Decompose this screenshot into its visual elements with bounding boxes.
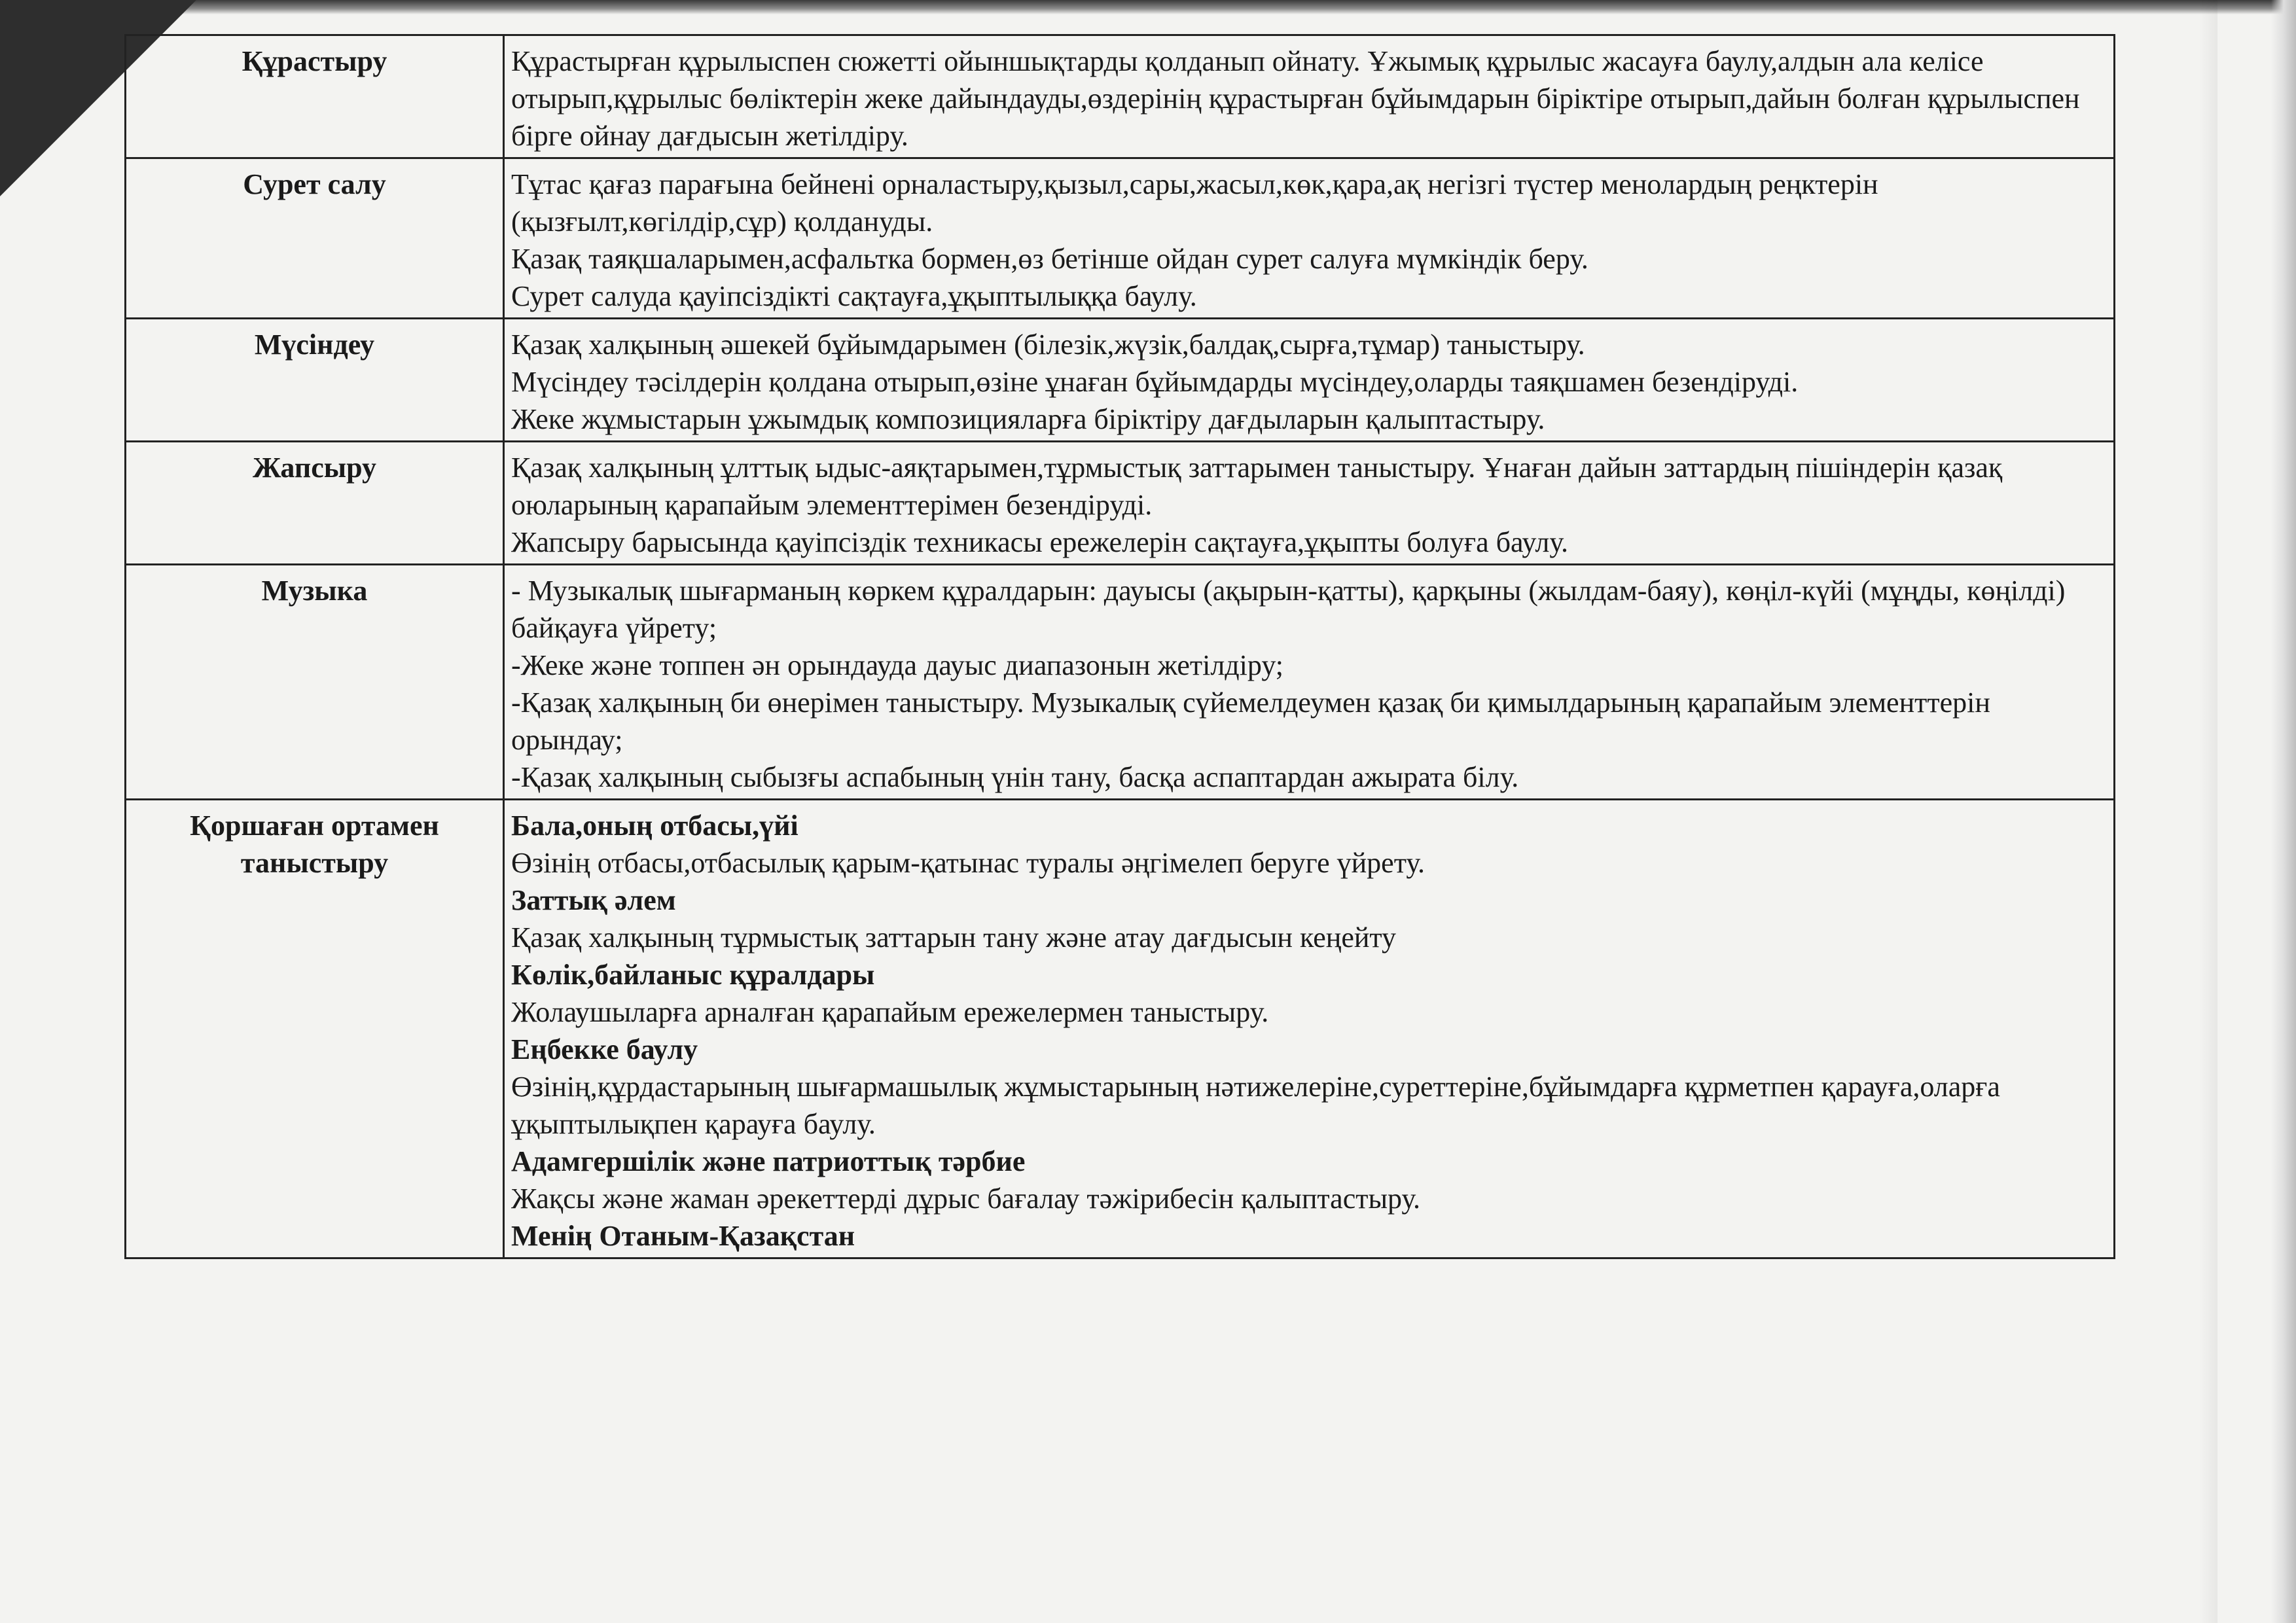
scan-right-edge [2271, 0, 2296, 1623]
area-name: Музыка [261, 575, 368, 607]
curriculum-table [124, 34, 2115, 1259]
content-cell [504, 565, 2115, 800]
area-cell [126, 319, 504, 442]
content-line: Жеке жұмыстарын ұжымдық композицияларға біріктіру дағдыларын қалыптастыру. [511, 403, 1545, 435]
area-cell [126, 565, 504, 800]
section-heading: Бала,оның отбасы,үйі [511, 810, 798, 842]
content-line: -Қазақ халқының би өнерімен таныстыру. Музыкалық сүйемелдеумен қазақ би қимылдарының қарапайым элементтерін орындау; [511, 687, 1990, 756]
content-cell [504, 319, 2115, 442]
scan-top-edge [0, 0, 2296, 14]
section-heading: Менің Отаным-Қазақстан [511, 1220, 855, 1252]
content-cell [504, 442, 2115, 565]
area-name: Жапсыру [253, 452, 376, 484]
content-line: -Қазақ халқының сыбызғы аспабының үнін тану, басқа аспаптардан ажырата білу. [511, 761, 1519, 793]
content-line: Қазақ халқының тұрмыстық заттарын тану және атау дағдысын кеңейту [511, 921, 1397, 954]
section-heading: Көлік,байланыс құралдары [511, 959, 875, 991]
content-line: Қазақ халқының ұлттық ыдыс-аяқтарымен,тұрмыстық заттарымен таныстыру. Ұнаған дайын заттардың пішіндерін қазақ оюларының қарапайым элементтерімен безендіруді. [511, 452, 2003, 521]
table-row [126, 442, 2115, 565]
section-heading: Адамгершілік және патриоттық тәрбие [511, 1145, 1026, 1177]
content-line: Қазақ халқының әшекей бұйымдарымен (білезік,жүзік,балдақ,сырға,тұмар) таныстыру. [511, 329, 1585, 361]
content-line: Қазақ таяқшаларымен,асфальтка бормен,өз бетінше ойдан сурет салуға мүмкіндік беру. [511, 243, 1588, 275]
content-line: Жақсы және жаман әрекеттерді дұрыс бағалау тәжірибесін қалыптастыру. [511, 1183, 1421, 1215]
content-line: -Жеке және топпен ән орындауда дауыс диапазонын жетілдіру; [511, 649, 1283, 681]
content-line: Сурет салуда қауіпсіздікті сақтауға,ұқыптылыққа баулу. [511, 280, 1197, 312]
area-cell [126, 800, 504, 1258]
content-line: Өзінің,құрдастарының шығармашылық жұмыстарының нәтижелеріне,суреттеріне,бұйымдарға құрметпен қарауға,оларға ұқыптылықпен қарауға баулу. [511, 1071, 2000, 1140]
content-line: Мүсіндеу тәсілдерін қолдана отырып,өзіне ұнаған бұйымдарды мүсіндеу,оларды таяқшамен безендіруді. [511, 366, 1799, 398]
table-row [126, 35, 2115, 158]
content-cell [504, 35, 2115, 158]
area-name: Қоршаған ортамен таныстыру [190, 810, 439, 879]
page-shadow [2199, 0, 2217, 1623]
table-row [126, 319, 2115, 442]
content-cell [504, 158, 2115, 319]
area-name: Сурет салу [243, 168, 386, 200]
content-line: Өзінің отбасы,отбасылық қарым-қатынас туралы әңгімелеп беруге үйрету. [511, 847, 1425, 879]
section-heading: Еңбекке баулу [511, 1033, 698, 1065]
content-cell [504, 800, 2115, 1258]
area-cell [126, 35, 504, 158]
area-name: Құрастыру [242, 45, 387, 77]
table-row [126, 158, 2115, 319]
content-line: Жолаушыларға арналған қарапайым ережелермен таныстыру. [511, 996, 1269, 1028]
content-line: - Музыкалық шығарманың көркем құралдарын: дауысы (ақырын-қатты), қарқыны (жылдам-баяу), көңіл-күйі (мұңды, көңілді) байқауға үйрету; [511, 575, 2066, 644]
content-line: Тұтас қағаз парағына бейнені орналастыру,қызыл,сары,жасыл,көк,қара,ақ негізгі түстер менолардың реңктерін (қызғылт,көгілдір,сұр) қолдануды. [511, 168, 1878, 238]
area-cell [126, 158, 504, 319]
table-row [126, 565, 2115, 800]
area-name: Мүсіндеу [254, 329, 375, 361]
content-line: Жапсыру барысында қауіпсіздік техникасы ережелерін сақтауға,ұқыпты болуға баулу. [511, 526, 1568, 558]
area-cell [126, 442, 504, 565]
section-heading: Заттық әлем [511, 884, 676, 916]
content-line: Құрастырған құрылыспен сюжетті ойыншықтарды қолданып ойнату. Ұжымық құрылыс жасауға баулу,алдын ала келісе отырып,құрылыс бөліктерін жеке дайындауды,өздерінің құрастырған бұйымдарын біріктіре отырып,дайын болған құрылыспен бірге ойнау дағдысын жетілдіру. [511, 45, 2080, 152]
table-row [126, 800, 2115, 1258]
